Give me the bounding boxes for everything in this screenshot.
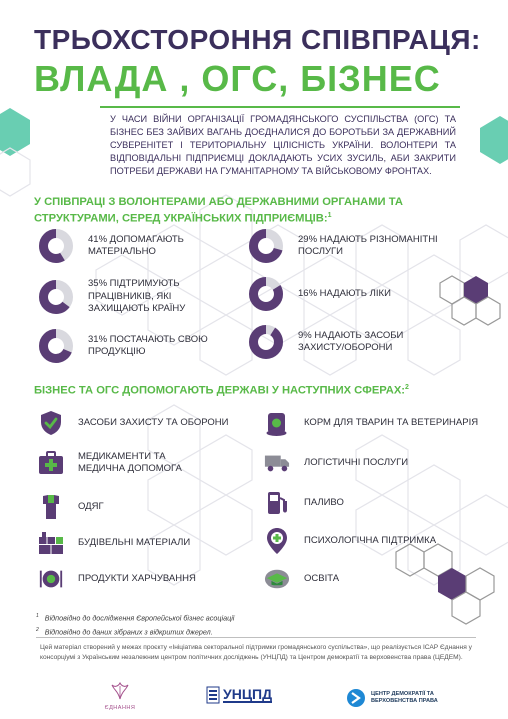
pet-food-icon — [264, 410, 290, 436]
footnote-item: $^2$ Відповідно до даних зібраних з відкритих джерел. — [36, 627, 213, 637]
donut-chart — [38, 328, 74, 364]
stat-item — [38, 328, 228, 364]
stat-text: 9% НАДАЮТЬ ЗАСОБИ ЗАХИСТУ/ОБОРОНИ — [298, 329, 404, 353]
uncpd-logo — [206, 686, 272, 704]
stat-item — [248, 324, 438, 360]
section1-heading: У СПІВПРАЦІ З ВОЛОНТЕРАМИ АБО ДЕРЖАВНИМИ ОРГАНАМИ ТА СТРУКТУРАМИ, СЕРЕД УКРАЇНСЬКИХ ПІДПРИЄМЦІВ:$^1$ — [34, 196, 403, 225]
area-label: МЕДИКАМЕНТИ ТА МЕДИЧНА ДОПОМОГА — [78, 450, 182, 474]
stat-text: 41% ДОПОМАГАЮТЬ МАТЕРІАЛЬНО — [88, 233, 184, 257]
uncpd-emblem-icon — [206, 686, 220, 704]
area-item — [38, 450, 208, 476]
area-item — [264, 450, 408, 476]
area-label: ПРОДУКТИ ХАРЧУВАННЯ — [78, 572, 196, 584]
footnotes — [36, 610, 234, 639]
credit-text: Цей матеріал створений у межах проєкту «Ініціатива секторальної підтримки громадянського суспільства», що реалізується ІСАР Єднання у консорціумі з Українським незалежним центром політичних досліджень (УНЦПД) та Центром демократії та верховенства права (ЦЕДЕМ). — [40, 644, 472, 661]
plate-icon — [38, 566, 64, 592]
stat-item — [248, 228, 438, 264]
area-item — [264, 410, 478, 436]
donut-chart — [248, 276, 284, 312]
clothing-icon — [38, 494, 64, 520]
cedem-logo-text — [371, 691, 438, 705]
shield-check-icon — [38, 410, 64, 436]
area-label: ЗАСОБИ ЗАХИСТУ ТА ОБОРОНИ — [78, 416, 229, 428]
intro-divider — [100, 106, 460, 108]
area-item — [264, 490, 344, 516]
intro-paragraph: У ЧАСИ ВІЙНИ ОРГАНІЗАЦІЇ ГРОМАДЯНСЬКОГО СУСПІЛЬСТВА (ОГС) ТА БІЗНЕС БЕЗ ЗАЙВИХ ВАГАНЬ ДОЄДНАЛИСЯ ДО БОРОТЬБИ ЗА ДЕРЖАВНИЙ СУВЕРЕНІТЕТ І ТЕРИТОРІАЛЬНУ ЦІЛІСНІСТЬ УКРАЇНИ. ВОЛОНТЕРИ ТА ВІДПОВІДАЛЬНІ ПІДПРИЄМЦІ ДОКЛАДАЮТЬ УСИХ ЗУСИЛЬ, АБИ ЗАКРИТИ ПОТРЕБИ ДЕРЖАВИ НА ГУМАНІТАРНОМУ ТА ВІЙСЬКОВОМУ ФРОНТАХ. — [110, 114, 456, 176]
donut-chart — [38, 279, 74, 315]
stat-text: 31% ПОСТАЧАЮТЬ СВОЮ ПРОДУКЦІЮ — [88, 333, 208, 357]
yednannia-logo — [104, 682, 136, 711]
section2-heading: БІЗНЕС ТА ОГС ДОПОМОГАЮТЬ ДЕРЖАВІ У НАСТУПНИХ СФЕРАХ:$^2$ — [34, 384, 409, 397]
stat-item — [248, 276, 438, 312]
area-label: ПАЛИВО — [304, 496, 344, 508]
yednannia-logo-text: ЄДНАННЯ — [104, 705, 136, 711]
area-label: КОРМ ДЛЯ ТВАРИН ТА ВЕТЕРИНАРІЯ — [304, 416, 479, 428]
area-label: ОДЯГ — [78, 500, 104, 512]
area-item — [38, 410, 228, 436]
graduation-cap-icon — [264, 566, 290, 592]
yednannia-emblem-icon — [111, 682, 129, 700]
area-label: ЛОГІСТИЧНІ ПОСЛУГИ — [304, 456, 409, 468]
area-item — [38, 494, 104, 520]
title-line-1: ТРЬОХСТОРОННЯ СПІВПРАЦЯ: — [34, 24, 481, 55]
stat-text: 16% НАДАЮТЬ ЛІКИ — [298, 287, 391, 299]
area-label: ПСИХОЛОГІЧНА ПІДТРИМКА — [304, 534, 437, 546]
footer-divider — [36, 637, 476, 638]
cedem-logo-line1: ЦЕНТР ДЕМОКРАТІЇ ТА — [371, 691, 434, 697]
cedem-logo-line2: ВЕРХОВЕНСТВА ПРАВА — [371, 698, 438, 704]
area-label: БУДІВЕЛЬНІ МАТЕРІАЛИ — [78, 536, 191, 548]
uncpd-logo-text: УНЦПД — [223, 686, 273, 702]
area-label: ОСВІТА — [304, 572, 340, 584]
cedem-logo — [346, 688, 438, 708]
area-item — [264, 528, 436, 554]
area-item — [38, 530, 190, 556]
bricks-icon — [38, 530, 64, 556]
footnote-item: $^1$ Відповідно до дослідження Європейської бізнес асоціації — [36, 613, 235, 623]
area-item — [264, 566, 339, 592]
donut-arc — [254, 330, 279, 355]
donut-chart — [248, 228, 284, 264]
fuel-icon — [264, 490, 290, 516]
stat-item — [38, 278, 228, 316]
donut-chart — [248, 324, 284, 360]
stat-text: 29% НАДАЮТЬ РІЗНОМАНІТНІ ПОСЛУГИ — [298, 233, 438, 257]
location-cross-icon — [264, 528, 290, 554]
truck-icon — [264, 450, 290, 476]
donut-chart — [38, 228, 74, 264]
cedem-emblem-icon — [346, 688, 366, 708]
stat-item — [38, 228, 228, 264]
area-item — [38, 566, 196, 592]
stat-text: 35% ПІДТРИМУЮТЬ ПРАЦІВНИКІВ, ЯКІ ЗАХИЩАЮТЬ КРАЇНУ — [88, 278, 186, 314]
medical-kit-icon — [38, 450, 64, 476]
title-line-2: ВЛАДА , ОГС, БІЗНЕС — [34, 58, 441, 99]
